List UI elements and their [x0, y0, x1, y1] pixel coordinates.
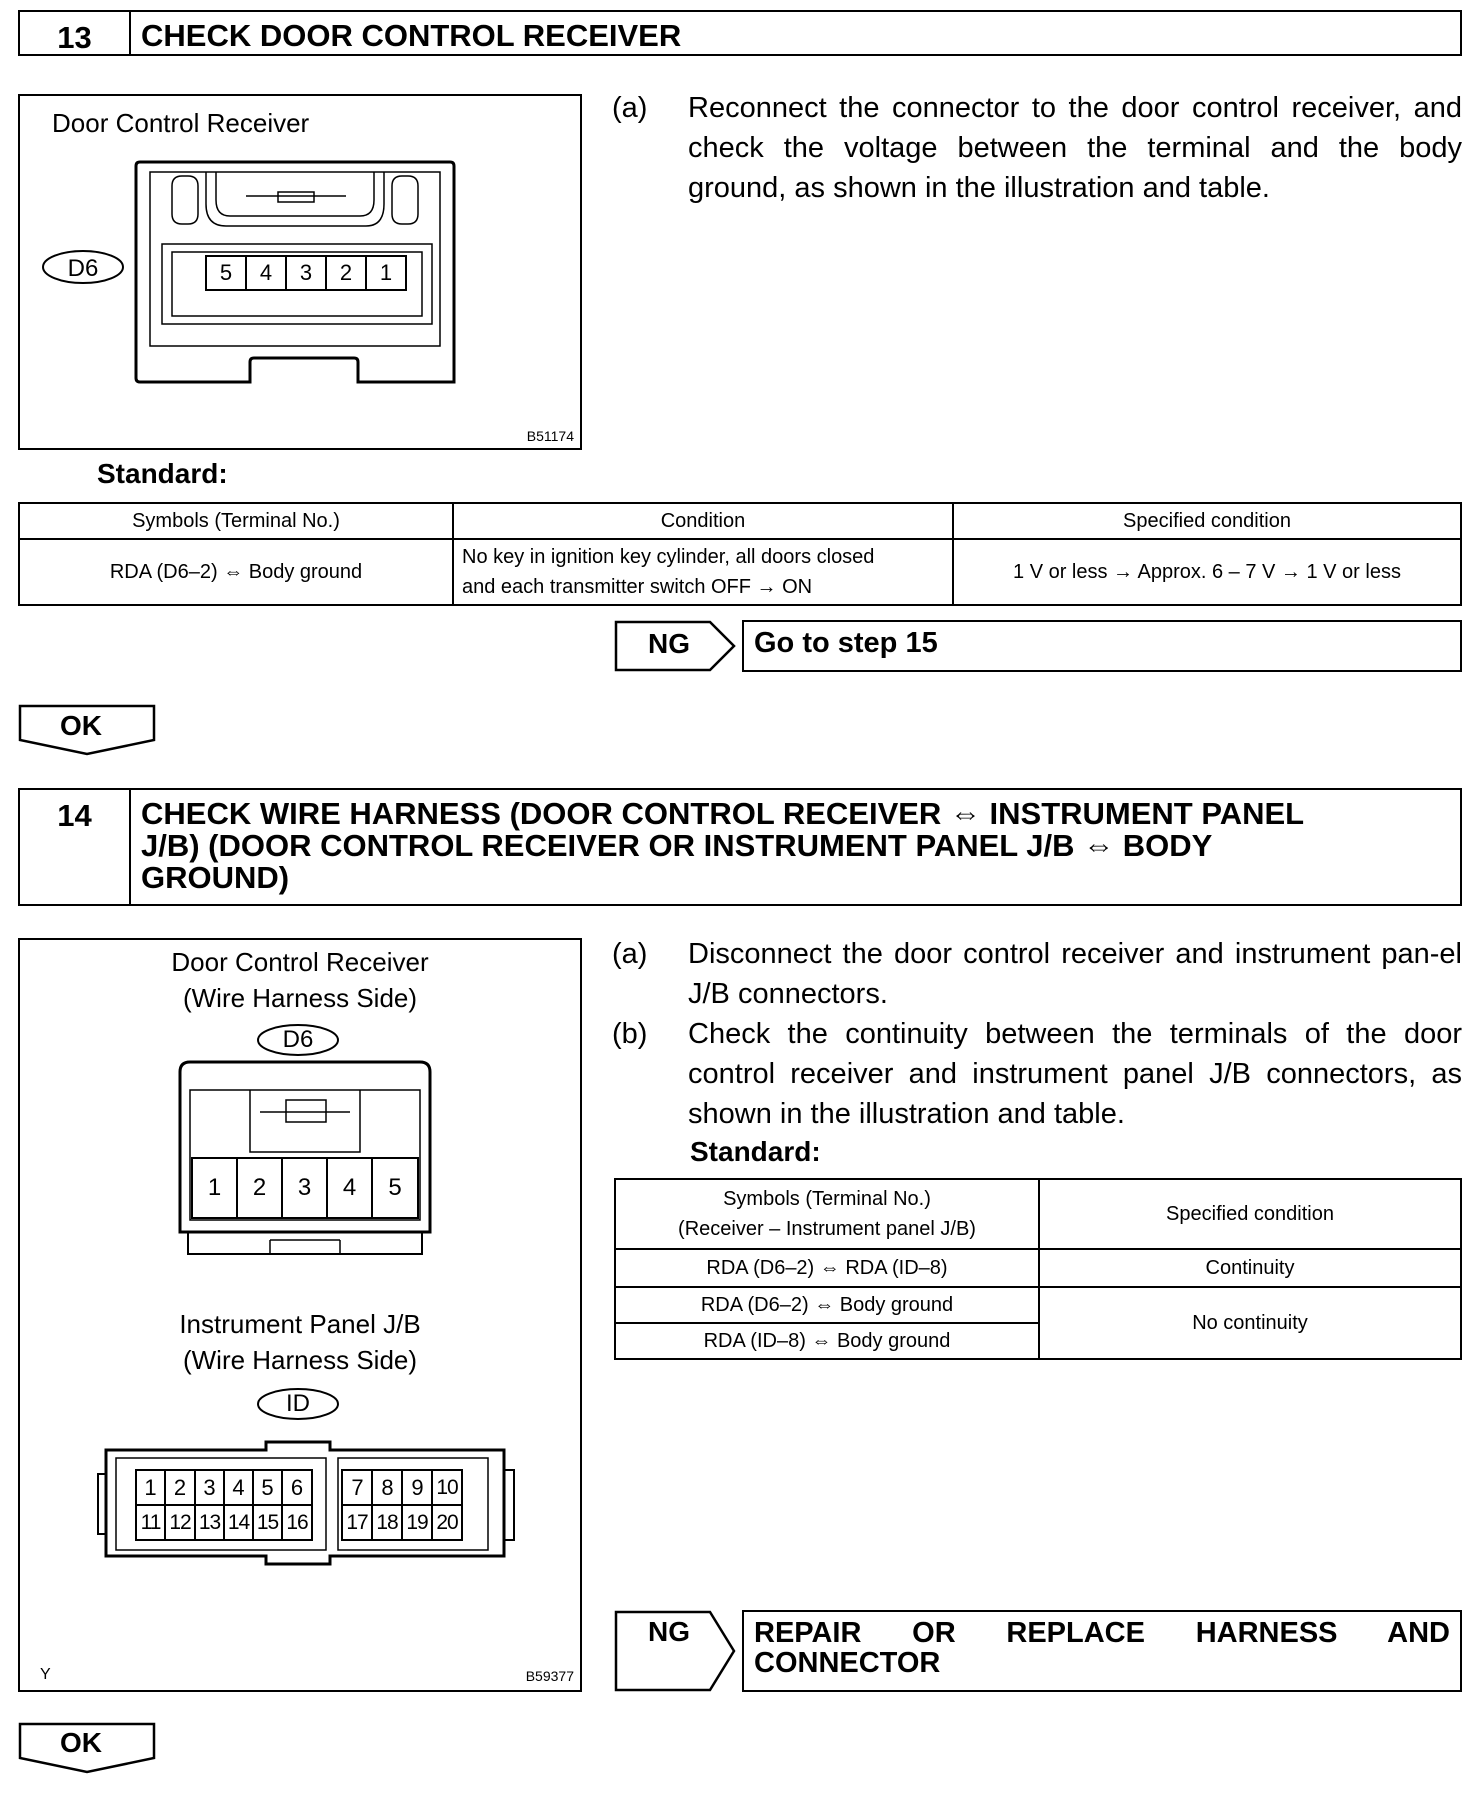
- instruction-label: (b): [612, 1018, 648, 1050]
- table-row: [19, 539, 1461, 605]
- terminal-number: 20: [436, 1511, 458, 1534]
- ng-result: Go to step 15: [742, 620, 1462, 672]
- terminal-number: 5: [261, 1475, 274, 1500]
- ng-label: NG: [648, 628, 690, 659]
- header-line: Symbols (Terminal No.): [723, 1188, 931, 1210]
- terminal-number: 14: [227, 1511, 250, 1534]
- receiver-title-line: Door Control Receiver: [171, 947, 429, 977]
- title-line: GROUND): [141, 860, 290, 895]
- figure-code: B51174: [526, 428, 574, 444]
- standard-label: Standard:: [97, 458, 228, 489]
- continuity-table: [614, 1178, 1462, 1360]
- step-number: 14: [20, 790, 131, 904]
- terminal-number: 11: [140, 1511, 161, 1534]
- figure-code: B59377: [525, 1668, 574, 1684]
- table-cell-specified: Continuity: [1039, 1249, 1461, 1287]
- jb-connector-label: ID: [286, 1390, 310, 1417]
- terminal-number: 6: [290, 1475, 304, 1500]
- terminal-number: 2: [173, 1475, 187, 1500]
- title-line: J/B) (DOOR CONTROL RECEIVER OR INSTRUMENT PANEL J/B ⇔ BODY: [141, 828, 1213, 863]
- terminal-number: 7: [351, 1475, 363, 1500]
- step-title: [131, 790, 1460, 904]
- step-title: CHECK DOOR CONTROL RECEIVER: [141, 18, 682, 53]
- ng-label: NG: [648, 1616, 690, 1647]
- receiver-connector-label: D6: [282, 1026, 314, 1053]
- jb-terminal-row: [342, 1470, 462, 1505]
- terminal-number: 1: [207, 1174, 222, 1201]
- terminal-number: 10: [436, 1476, 458, 1499]
- terminal-number: 3: [203, 1475, 216, 1500]
- table-header: [615, 1179, 1039, 1249]
- ng-result: REPAIR OR REPLACE HARNESS AND CONNECTOR: [742, 1610, 1462, 1692]
- jb-terminal-row: [342, 1505, 462, 1540]
- terminal-number: 1: [144, 1475, 157, 1500]
- jb-title-line: (Wire Harness Side): [182, 1345, 418, 1375]
- wire-harness-figure: [18, 938, 582, 1692]
- instruction-label: (a): [612, 938, 648, 970]
- table-cell-condition: [453, 539, 953, 605]
- table-cell-specified: No continuity: [1039, 1287, 1461, 1359]
- instruction-text: Disconnect the door control receiver and instrument pan-el J/B connectors.: [688, 938, 1462, 1010]
- terminal-number: 15: [256, 1511, 279, 1534]
- corner-mark: Y: [40, 1666, 51, 1683]
- terminal-number: 9: [411, 1475, 423, 1500]
- terminal-number: 4: [342, 1174, 357, 1201]
- terminal-number: 5: [388, 1174, 402, 1201]
- terminal-number: 16: [286, 1511, 308, 1534]
- terminal-number: 4: [232, 1475, 245, 1500]
- condition-line: No key in ignition key cylinder, all doors closed: [462, 546, 875, 568]
- connector-label: D6: [67, 255, 99, 282]
- table-cell-symbols: RDA (D6–2) ⇔ Body ground: [19, 539, 453, 605]
- terminal-number: 12: [169, 1511, 191, 1534]
- table-header: Symbols (Terminal No.): [19, 503, 453, 539]
- step-number: 13: [20, 12, 131, 54]
- ok-label: OK: [60, 710, 102, 741]
- instruction-item: [612, 1014, 1462, 1134]
- table-cell-symbols: RDA (D6–2) ⇔ Body ground: [615, 1287, 1039, 1323]
- table-cell-symbols: RDA (ID–8) ⇔ Body ground: [615, 1323, 1039, 1359]
- table-header: Specified condition: [953, 503, 1461, 539]
- instruction-label: (a): [612, 92, 648, 124]
- terminal-number: 1: [379, 260, 393, 285]
- instruction-text: Reconnect the connector to the door control receiver, and check the voltage between the terminal and the body ground, as shown in the illustration and table.: [688, 92, 1462, 204]
- terminal-number: 3: [299, 260, 313, 285]
- receiver-title-line: (Wire Harness Side): [182, 983, 418, 1013]
- jb-terminal-row: [136, 1470, 312, 1505]
- condition-line: and each transmitter switch OFF → ON: [462, 576, 813, 598]
- standard-table: [18, 502, 1462, 606]
- jb-title-line: Instrument Panel J/B: [179, 1309, 421, 1339]
- instruction-text: Check the continuity between the terminals of the door control receiver and instrument panel J/B connectors, as shown in the illustration and table.: [688, 1018, 1462, 1130]
- table-row: [615, 1287, 1461, 1323]
- terminal-number: 13: [198, 1511, 221, 1534]
- table-cell-specified: 1 V or less → Approx. 6 – 7 V → 1 V or less: [953, 539, 1461, 605]
- terminal-number: 2: [339, 260, 353, 285]
- standard-label: Standard:: [690, 1136, 821, 1167]
- figure-title: Door Control Receiver: [52, 108, 310, 138]
- terminal-number: 2: [252, 1174, 267, 1201]
- table-header: Condition: [453, 503, 953, 539]
- step-14-header: [18, 788, 1462, 906]
- instruction-item: [612, 88, 1462, 208]
- jb-title: [20, 1306, 580, 1378]
- table-header: Specified condition: [1039, 1179, 1461, 1249]
- terminal-number: 17: [346, 1511, 368, 1534]
- table-row: [615, 1249, 1461, 1287]
- title-line: CHECK WIRE HARNESS (DOOR CONTROL RECEIVER ⇔ INSTRUMENT PANEL: [141, 796, 1305, 831]
- header-line: (Receiver – Instrument panel J/B): [678, 1218, 976, 1240]
- terminal-number: 4: [259, 260, 273, 285]
- ok-label: OK: [60, 1727, 102, 1758]
- terminal-number: 3: [297, 1174, 312, 1201]
- terminal-number: 19: [406, 1511, 428, 1534]
- terminal-number: 18: [376, 1511, 398, 1534]
- instruction-item: [612, 934, 1462, 1014]
- receiver-terminal-numbers: [192, 1158, 418, 1218]
- terminal-numbers: [206, 256, 406, 290]
- door-control-receiver-figure: [18, 94, 582, 450]
- table-cell-symbols: RDA (D6–2) ⇔ RDA (ID–8): [615, 1249, 1039, 1287]
- step-13-header: [18, 10, 1462, 56]
- jb-terminal-row: [136, 1505, 312, 1540]
- terminal-number: 5: [219, 260, 233, 285]
- terminal-number: 8: [381, 1475, 393, 1500]
